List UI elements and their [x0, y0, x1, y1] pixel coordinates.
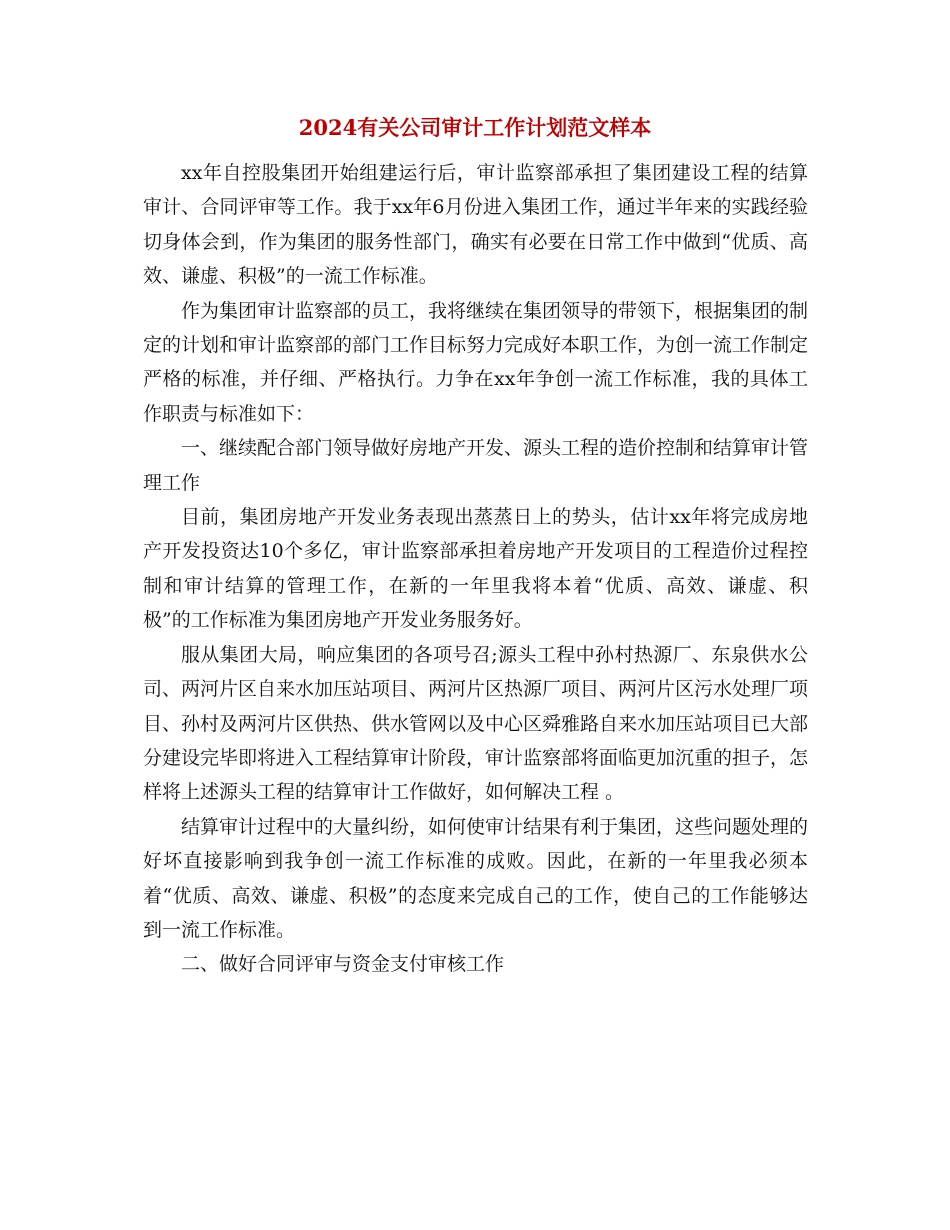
- paragraph-source-projects: 服从集团大局，响应集团的各项号召;源头工程中孙村热源厂、东泉供水公司、两河片区自来水加压站项目、两河片区热源厂项目、两河片区污水处理厂项目、孙村及两河片区供热、供水管网以及中心区舜雅路自来水加压站项目已大部分建设完毕即将进入工程结算审计阶段，审计监察部将面临更加沉重的担子，怎样将上述源头工程的结算审计工作做好，如何解决工程 。: [143, 643, 809, 804]
- document-body: [143, 156, 808, 982]
- paragraph-real-estate: 目前，集团房地产开发业务表现出蒸蒸日上的势头，估计xx年将完成房地产开发投资达10个多亿，审计监察部承担着房地产开发项目的工程造价过程控制和审计结算的管理工作，在新的一年里我将本着“优质、高效、谦虚、积极”的工作标准为集团房地产开发业务服务好。: [143, 506, 808, 632]
- section-heading-2: 二、做好合同评审与资金支付审核工作: [181, 953, 505, 976]
- section-heading-1: 一、继续配合部门领导做好房地产开发、源头工程的造价控制和结算审计管理工作: [143, 437, 809, 494]
- paragraph-settlement-disputes: 结算审计过程中的大量纠纷，如何使审计结果有利于集团，这些问题处理的好坏直接影响到我争创一流工作标准的成败。因此，在新的一年里我必须本着“优质、高效、谦虚、积极”的态度来完成自己的工作，使自己的工作能够达到一流工作标准。: [143, 815, 809, 941]
- paragraph-commitment: 作为集团审计监察部的员工，我将继续在集团领导的带领下，根据集团的制定的计划和审计监察部的部门工作目标努力完成好本职工作，为创一流工作制定严格的标准，并仔细、严格执行。力争在xx年争创一流工作标准，我的具体工作职责与标准如下：: [143, 299, 809, 425]
- document-title: 2024有关公司审计工作计划范文样本: [298, 115, 652, 140]
- paragraph-intro: xx年自控股集团开始组建运行后，审计监察部承担了集团建设工程的结算审计、合同评审等工作。我于xx年6月份进入集团工作，通过半年来的实践经验切身体会到，作为集团的服务性部门，确实有必要在日常工作中做到“优质、高效、谦虚、积极”的一流工作标准。: [143, 162, 808, 288]
